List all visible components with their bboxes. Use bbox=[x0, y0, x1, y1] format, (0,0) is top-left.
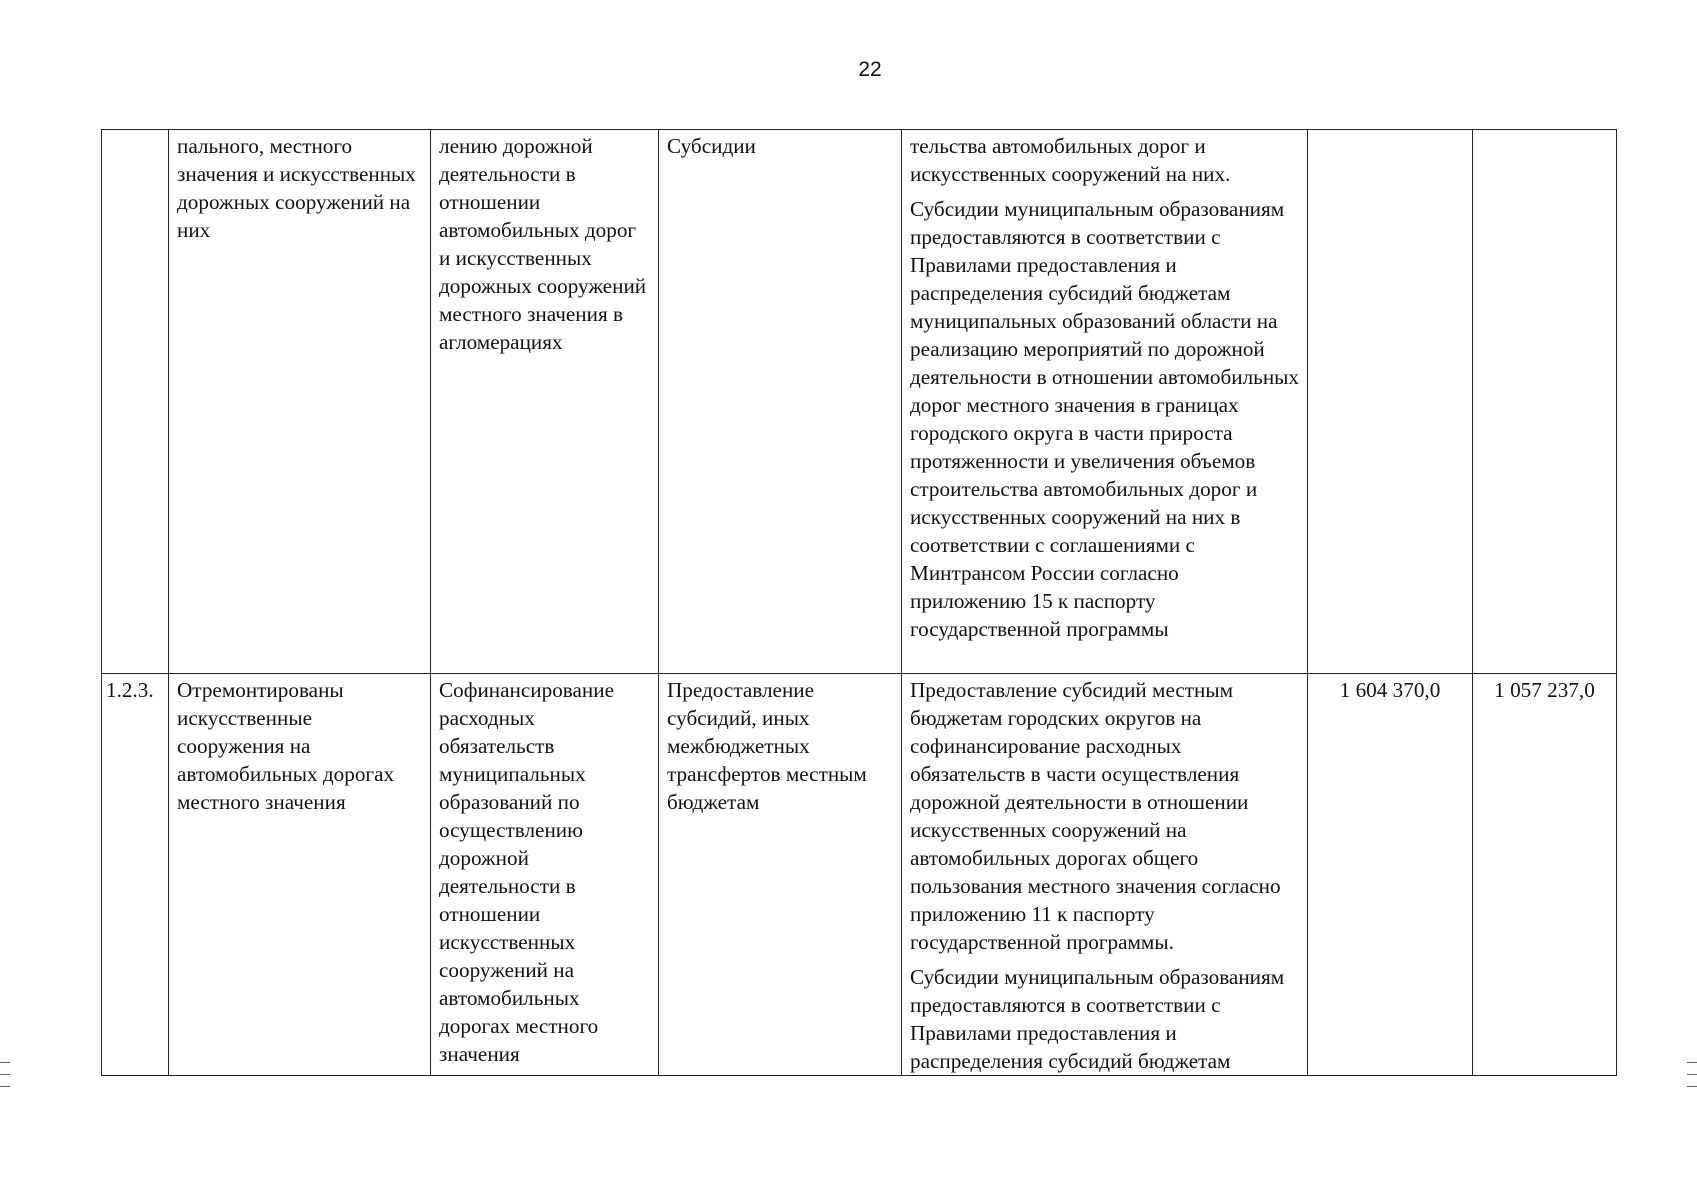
row-number-cell bbox=[102, 130, 169, 674]
amount-cell: 1 604 370,0 bbox=[1308, 674, 1473, 1076]
description-cell bbox=[902, 130, 1308, 674]
measure-cell: лению дорожной деятельности в отношении автомобильных дорог и искусственных дорожных сооружений местного значения в агломерациях bbox=[431, 130, 659, 674]
scan-mark bbox=[1687, 1062, 1697, 1063]
page-number: 22 bbox=[858, 58, 882, 81]
table-row bbox=[102, 130, 1617, 674]
measure-cell: Софинансирование расходных обязательств муниципальных образований по осуществлению дорожной деятельности в отношении искусственных сооружений на автомобильных дорогах местного значения bbox=[431, 674, 659, 1076]
amount-cell: 1 057 237,0 bbox=[1473, 674, 1617, 1076]
description-paragraph: Субсидии муниципальным образованиям предоставляются в соответствии с Правилами предоставления и распределения субсидий бюджетам муниципальных образований области на реализацию мероприятий по дорожной деятельности в отношении автомобильных дорог местного значения в границах городского округа в части прироста протяженности и увеличения объемов строительства автомобильных дорог и искусственных сооружений на них в соответствии с соглашениями с Минтрансом России согласно приложению 15 к паспорту государственной программы bbox=[910, 197, 1299, 641]
amount-cell bbox=[1473, 130, 1617, 674]
result-cell: пального, местного значения и искусственных дорожных сооружений на них bbox=[169, 130, 431, 674]
row-number-cell: 1.2.3. bbox=[102, 674, 169, 1076]
scan-mark bbox=[1687, 1086, 1697, 1087]
mechanism-cell: Субсидии bbox=[659, 130, 902, 674]
description-cell bbox=[902, 674, 1308, 1076]
scan-mark bbox=[0, 1062, 10, 1063]
table-row bbox=[102, 674, 1617, 1076]
description-paragraph: тельства автомобильных дорог и искусственных сооружений на них. bbox=[910, 134, 1231, 186]
program-table bbox=[101, 129, 1617, 1076]
amount-cell bbox=[1308, 130, 1473, 674]
scan-mark bbox=[0, 1074, 10, 1075]
scan-mark bbox=[1687, 1074, 1697, 1075]
description-paragraph: Предоставление субсидий местным бюджетам городских округов на софинансирование расходных обязательств в части осуществления дорожной деятельности в отношении искусственных сооружений на автомобильных дорогах общего пользования местного значения согласно приложению 11 к паспорту государственной программы. bbox=[910, 678, 1281, 954]
result-cell: Отремонтированы искусственные сооружения на автомобильных дорогах местного значения bbox=[169, 674, 431, 1076]
mechanism-cell: Предоставление субсидий, иных межбюджетных трансфертов местным бюджетам bbox=[659, 674, 902, 1076]
scan-mark bbox=[0, 1086, 10, 1087]
description-paragraph: Субсидии муниципальным образованиям предоставляются в соответствии с Правилами предоставления и распределения субсидий бюджетам bbox=[910, 965, 1285, 1073]
